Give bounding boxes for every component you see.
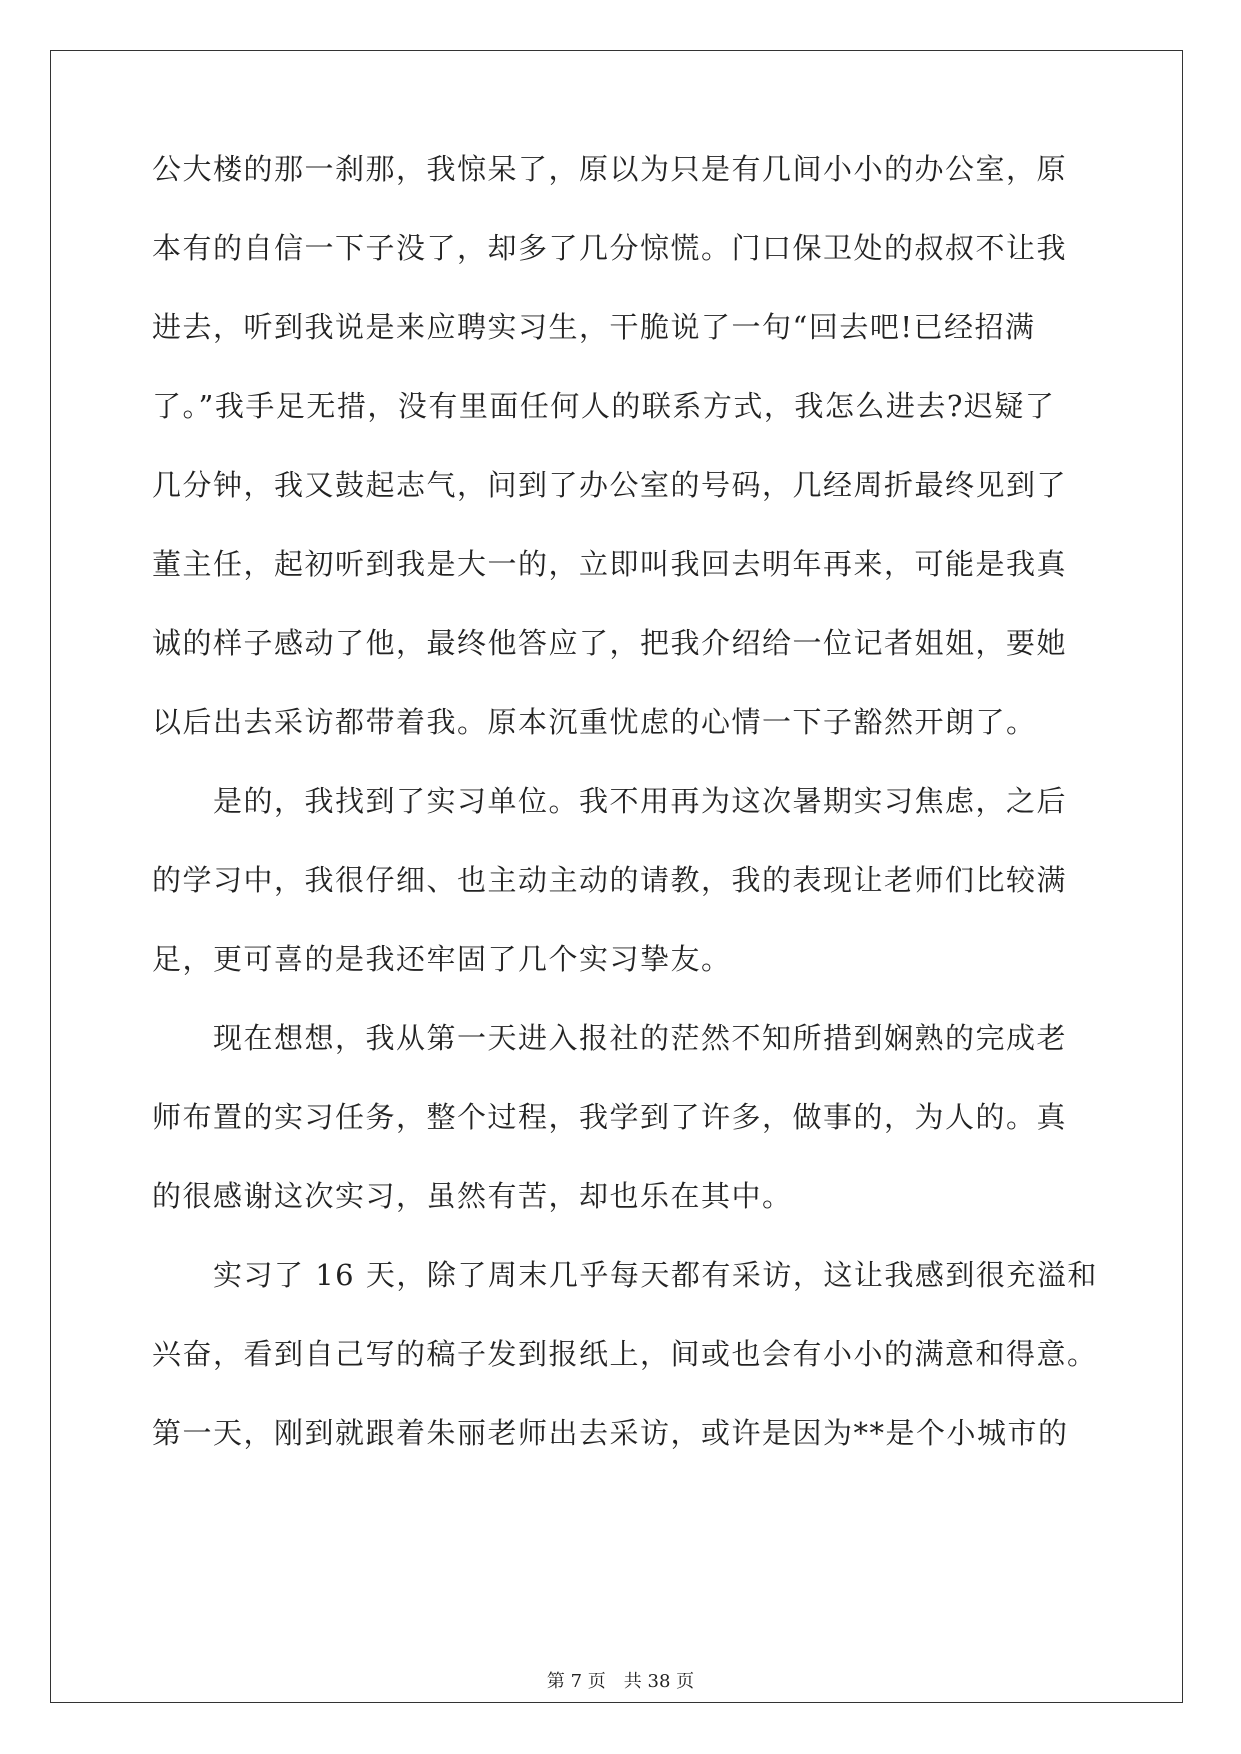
text-line: 公大楼的那一刹那，我惊呆了，原以为只是有几间小小的办公室，原 (152, 152, 1068, 186)
text-line: 足，更可喜的是我还牢固了几个实习挚友。 (152, 942, 732, 976)
text-line: 的学习中，我很仔细、也主动主动的请教，我的表现让老师们比较满 (152, 863, 1068, 897)
text-line: 第一天，刚到就跟着朱丽老师出去采访，或许是因为**是个小城市的 (152, 1416, 1069, 1450)
text-line: 进去，听到我说是来应聘实习生，干脆说了一句“回去吧!已经招满 (152, 310, 1036, 344)
text-line: 师布置的实习任务，整个过程，我学到了许多，做事的，为人的。真 (152, 1100, 1068, 1134)
text-line: 以后出去采访都带着我。原本沉重忧虑的心情一下子豁然开朗了。 (152, 705, 1037, 739)
text-line: 了。”我手足无措，没有里面任何人的联系方式，我怎么进去?迟疑了 (152, 389, 1056, 423)
text-line: 的很感谢这次实习，虽然有苦，却也乐在其中。 (152, 1179, 793, 1213)
text-line: 是的，我找到了实习单位。我不用再为这次暑期实习焦虑，之后 (152, 784, 1068, 818)
text-line: 诚的样子感动了他，最终他答应了，把我介绍给一位记者姐姐，要她 (152, 626, 1068, 660)
text-line: 董主任，起初听到我是大一的，立即叫我回去明年再来，可能是我真 (152, 547, 1068, 581)
text-line: 现在想想，我从第一天进入报社的茫然不知所措到娴熟的完成老 (152, 1021, 1068, 1055)
page-footer: 第 7 页 共 38 页 (546, 1671, 695, 1692)
text-line: 本有的自信一下子没了，却多了几分惊慌。门口保卫处的叔叔不让我 (152, 231, 1068, 265)
text-line: 实习了 16 天，除了周末几乎每天都有采访，这让我感到很充溢和 (152, 1258, 1098, 1292)
text-line: 兴奋，看到自己写的稿子发到报纸上，间或也会有小小的满意和得意。 (152, 1337, 1098, 1371)
text-line: 几分钟，我又鼓起志气，问到了办公室的号码，几经周折最终见到了 (152, 468, 1068, 502)
